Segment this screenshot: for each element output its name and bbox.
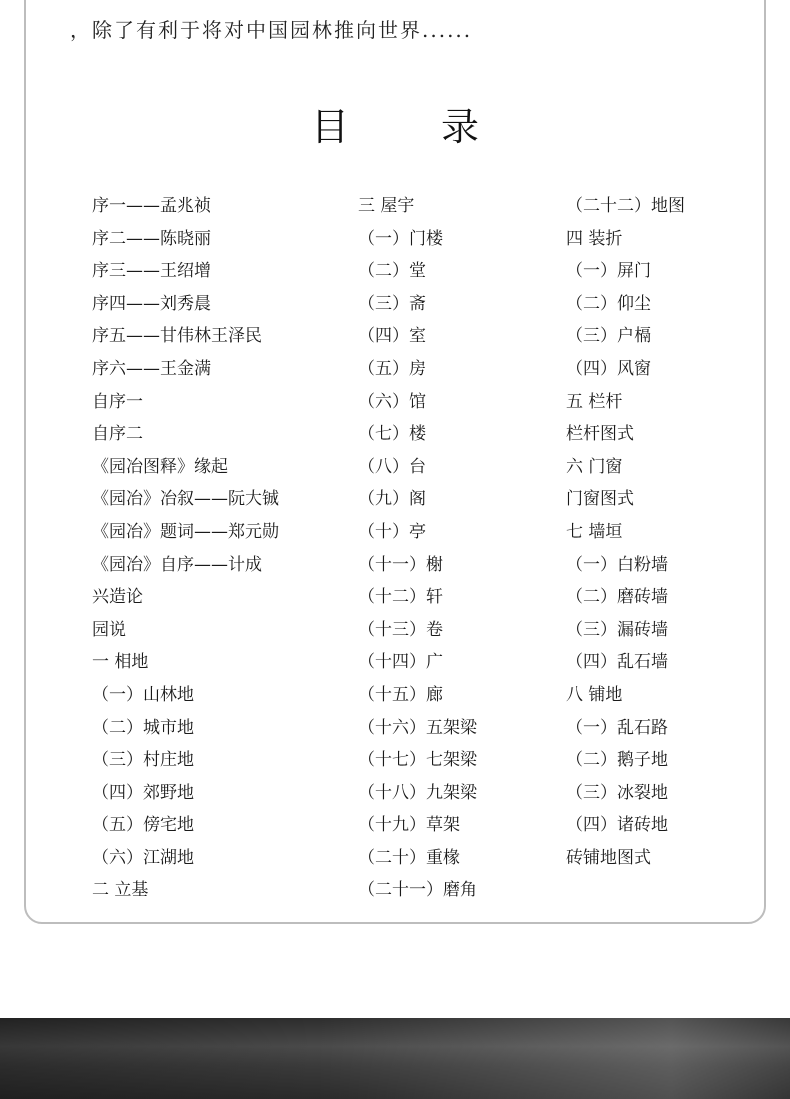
toc-entry: （一）白粉墙 [566,554,668,575]
toc-entry: （三）户槅 [566,326,651,347]
toc-entry: 《园冶》题词——郑元勋 [92,521,279,542]
toc-entry: （三）村庄地 [92,750,194,771]
toc-entry: （一）乱石路 [566,717,668,738]
footer-dark-bar [0,1018,790,1099]
intro-text: ，除了有利于将对中国园林推向世界...... [70,18,473,42]
toc-column-1 [92,190,279,907]
toc-entry: （十四）广 [358,652,443,673]
toc-entry: 序六——王金满 [92,358,211,379]
toc-entry: （二）堂 [358,261,426,282]
toc-entry: 序一——孟兆祯 [92,196,211,216]
toc-entry: （四）郊野地 [92,782,194,803]
toc-entry: 四 装折 [566,228,623,249]
toc-entry: （十七）七架梁 [358,750,477,771]
toc-entry: （二）城市地 [92,717,194,738]
toc-entry: （十五）廊 [358,684,443,705]
toc-entry: （二）磨砖墙 [566,587,668,608]
toc-entry: 栏杆图式 [566,424,634,445]
toc-entry: 一 相地 [92,652,149,673]
toc-entry: 三 屋宇 [358,196,415,216]
toc-entry: （七）楼 [358,424,426,445]
toc-entry: 序四——刘秀晨 [92,293,211,314]
toc-entry: （四）乱石墙 [566,652,668,673]
page-title: 目 录 [310,105,520,149]
toc-entry: （四）室 [358,326,426,347]
toc-entry: 二 立基 [92,880,149,901]
toc-entry: 兴造论 [92,587,143,608]
toc-entry: 八 铺地 [566,684,623,705]
toc-column-3 [566,190,685,874]
toc-entry: （二十一）磨角 [358,880,477,901]
toc-entry: （四）诸砖地 [566,815,668,836]
toc-entry: （二）仰尘 [566,293,651,314]
toc-entry: 序二——陈晓丽 [92,228,211,249]
toc-entry: 自序二 [92,424,143,445]
toc-entry: 自序一 [92,391,143,412]
toc-entry: （四）风窗 [566,358,651,379]
toc-entry: （九）阁 [358,489,426,510]
toc-entry: 六 门窗 [566,456,623,477]
toc-entry: 《园冶》冶叙——阮大铖 [92,489,279,510]
toc-entry: 门窗图式 [566,489,634,510]
toc-entry: 《园冶》自序——计成 [92,554,262,575]
toc-entry: 园说 [92,619,126,640]
toc-entry: （二十二）地图 [566,196,685,216]
toc-entry: 砖铺地图式 [566,847,651,868]
toc-entry: 《园冶图释》缘起 [92,456,228,477]
toc-entry: （一）屏门 [566,261,651,282]
toc-entry: （十）亭 [358,521,426,542]
toc-entry: （十一）榭 [358,554,443,575]
toc-entry: （十二）轩 [358,587,443,608]
toc-entry: （六）馆 [358,391,426,412]
toc-entry: 五 栏杆 [566,391,623,412]
toc-entry: （十九）草架 [358,815,460,836]
toc-entry: （十八）九架梁 [358,782,477,803]
toc-entry: （二）鹅子地 [566,750,668,771]
toc-entry: （八）台 [358,456,426,477]
toc-entry: 序五——甘伟林王泽民 [92,326,262,347]
toc-entry: （三）漏砖墙 [566,619,668,640]
toc-entry: （一）山林地 [92,684,194,705]
toc-entry: 序三——王绍增 [92,261,211,282]
toc-entry: （五）傍宅地 [92,815,194,836]
toc-entry: （三）斋 [358,293,426,314]
toc-entry: （三）冰裂地 [566,782,668,803]
toc-entry: （一）门楼 [358,228,443,249]
toc-entry: 七 墙垣 [566,521,623,542]
toc-entry: （十三）卷 [358,619,443,640]
toc-entry: （六）江湖地 [92,847,194,868]
toc-entry: （十六）五架梁 [358,717,477,738]
toc-entry: （五）房 [358,358,426,379]
toc-entry: （二十）重椽 [358,847,460,868]
toc-column-2 [358,190,477,907]
